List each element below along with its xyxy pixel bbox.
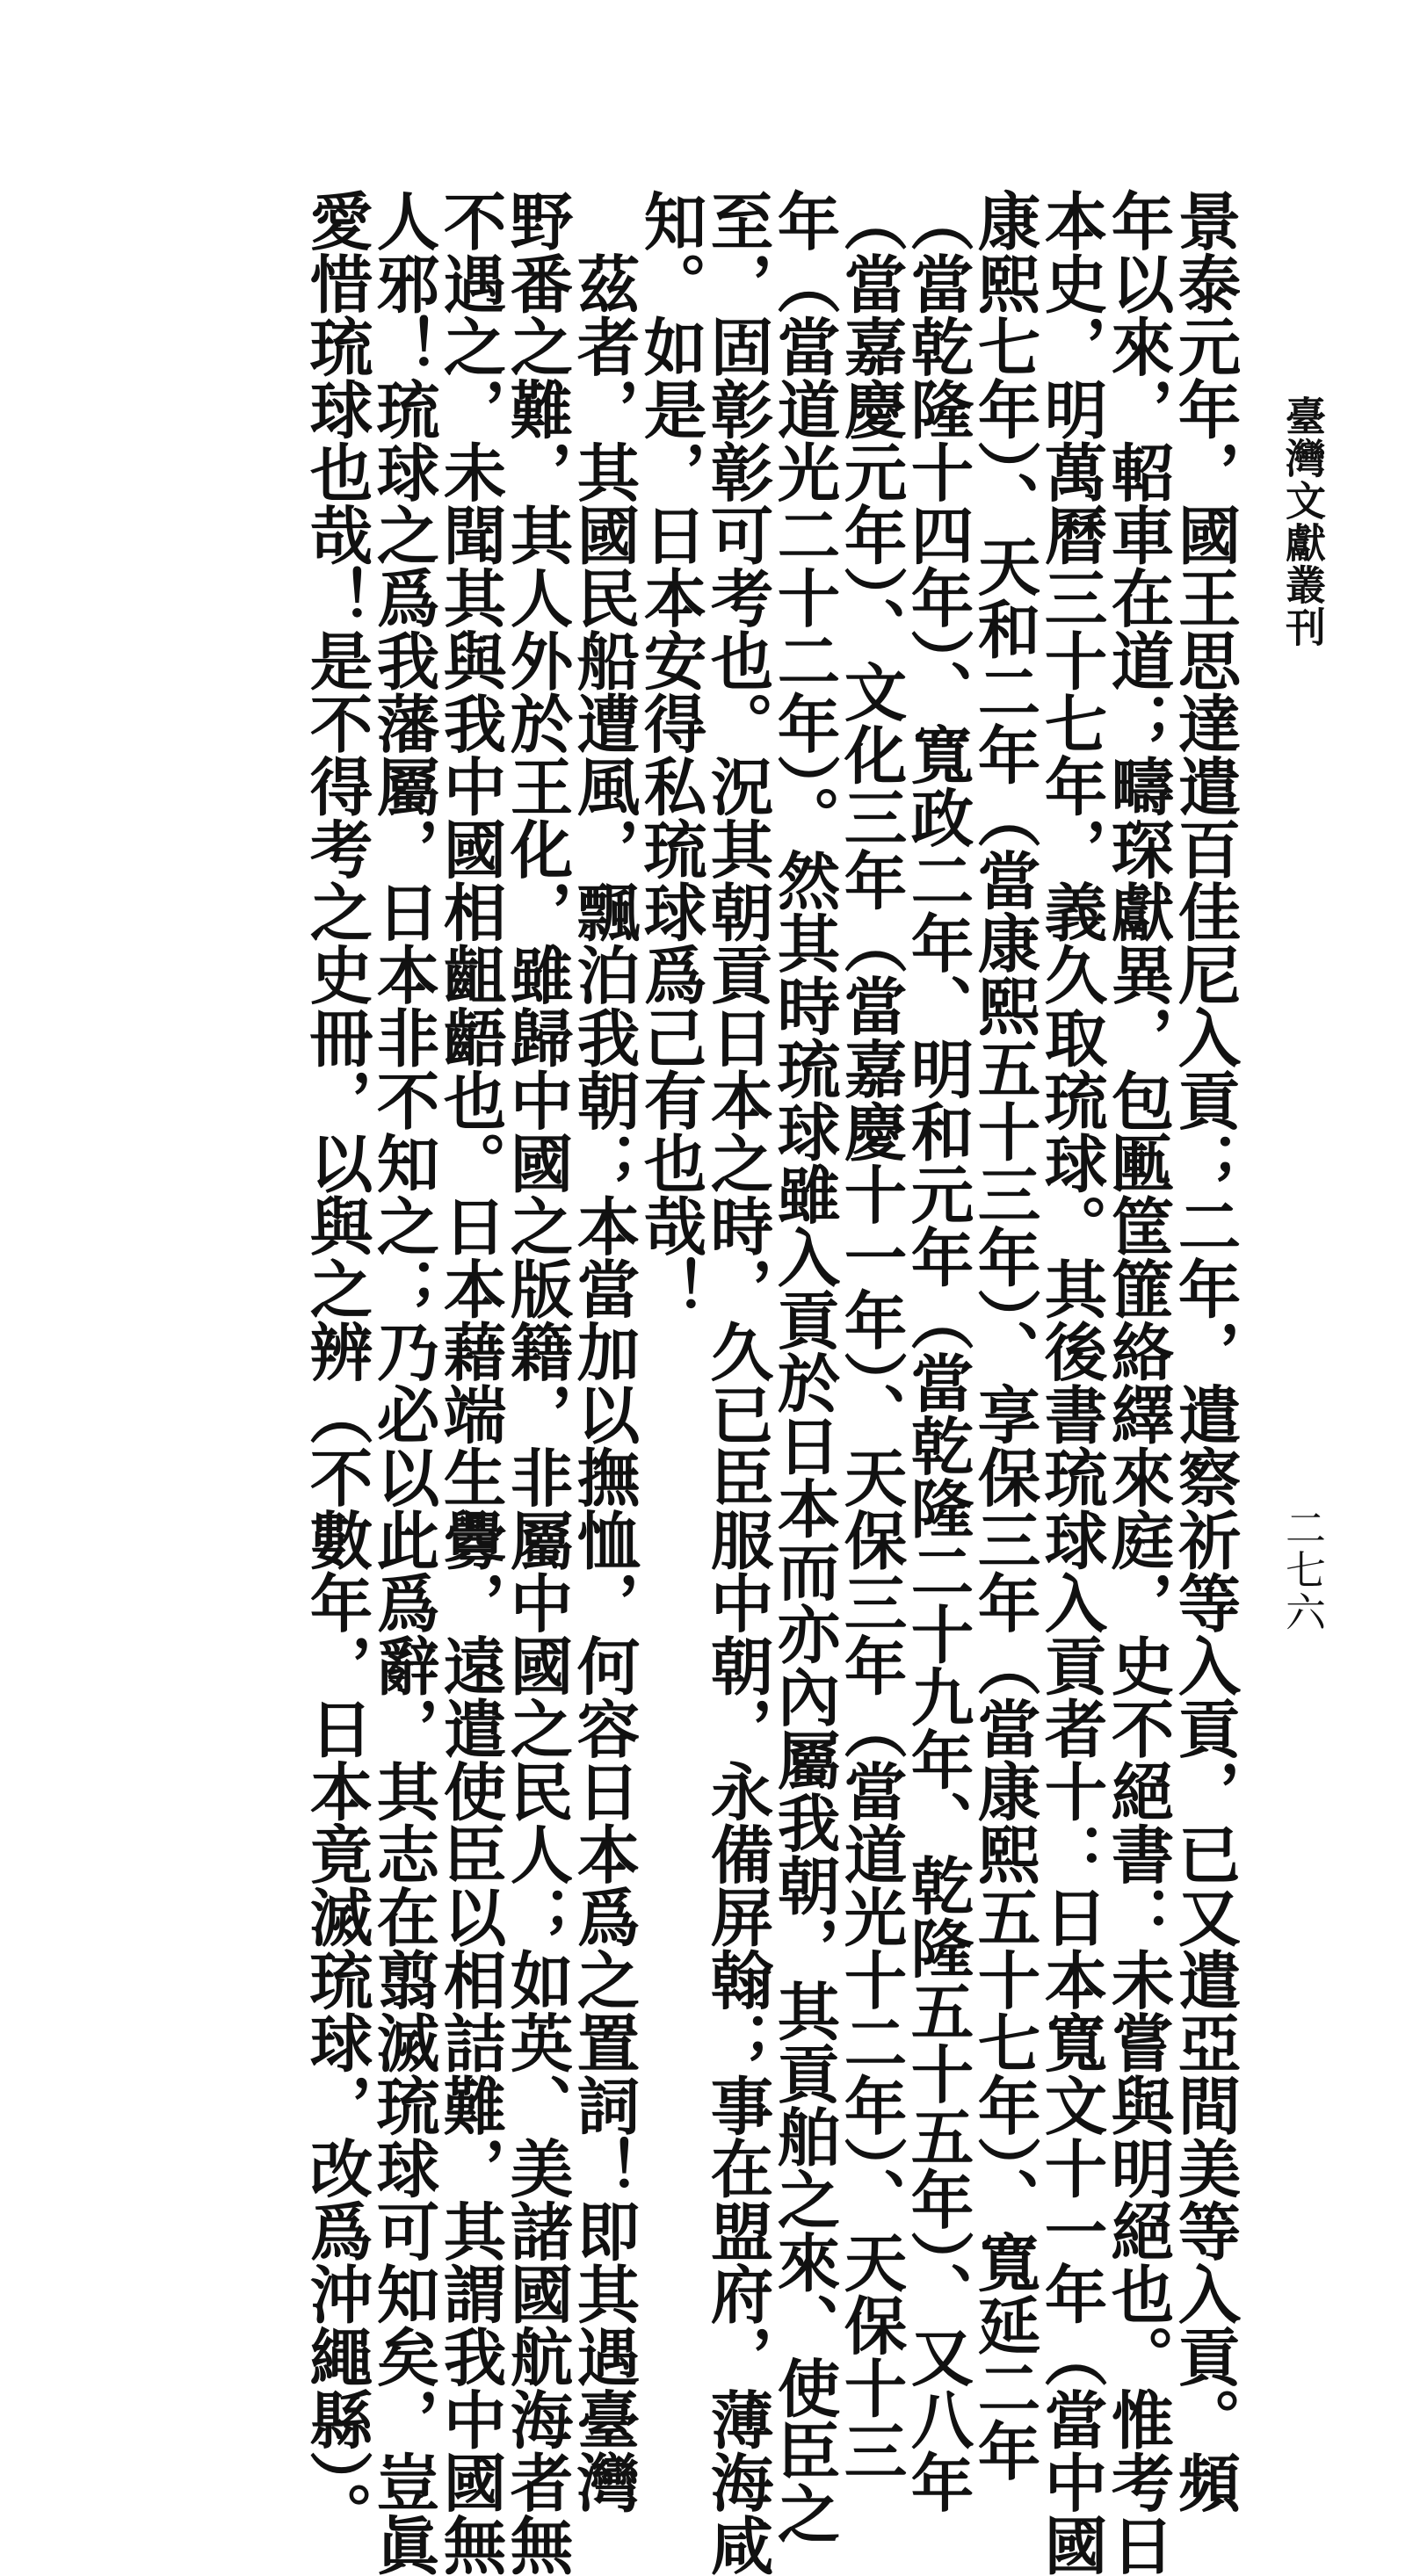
text-column-12: 不遇之，未聞其與我中國相齟齬也。日本藉端生釁，遠遣使臣以相詰難，其謂我中國無 (433, 189, 508, 2576)
text-column-7: 年（當道光二十二年）。然其時琉球雖入貢於日本而亦內屬我朝，其貢舶之來、使臣之 (767, 189, 842, 2545)
text-column-3: 本史，明萬曆三十七年，義久取琉球。其後書琉球入貢者十：日本寬文十一年（當中國 (1034, 189, 1109, 2576)
text-column-13: 人邪！琉球之爲我藩屬，日本非不知之；乃必以此爲辭，其志在翦滅琉球可知矣，豈眞 (366, 189, 441, 2576)
text-column-5: （當乾隆十四年）、寬政二年、明和元年（當乾隆二十九年、乾隆五十五年）、又八年 (901, 189, 975, 2514)
text-column-11: 野番之難，其人外於王化，雖歸中國之版籍，非屬中國之民人；如英、美諸國航海者無 (500, 189, 575, 2576)
text-column-1: 景泰元年，國王思達遣百佳尼入貢；二年，遣察祈等入貢，已又遣亞間美等入貢。頻 (1168, 189, 1242, 2514)
page-number: 二七六 (1279, 1507, 1327, 1633)
text-column-14: 愛惜琉球也哉！是不得考之史冊，以與之辨（不數年，日本竟滅琉球，改爲沖繩縣）。 (300, 189, 374, 2545)
text-column-4: 康熙七年）、天和二年（當康熙五十三年）、享保三年（當康熙五十七年）、寬延二年 (967, 189, 1042, 2482)
text-column-10: 茲者，其國民船遭風，飄泊我朝；本當加以撫恤，何容日本爲之置詞！即其遇臺灣 (567, 189, 641, 2514)
text-column-6: （當嘉慶元年）、文化三年（當嘉慶十一年）、天保三年（當道光十二年）、天保十三 (834, 189, 909, 2482)
text-column-8: 至，固彰彰可考也。況其朝貢日本之時，久已臣服中朝，永備屏翰；事在盟府，薄海咸 (700, 189, 775, 2576)
running-header-title: 臺灣文獻叢刊 (1279, 395, 1327, 648)
text-column-2: 年以來，軺車在道；疇琛獻異，包匭筐篚絡繹來庭，史不絕書：未嘗與明絕也。惟考日 (1101, 189, 1176, 2576)
text-column-9: 知。如是，日本安得私琉球爲己有也哉！ (634, 189, 708, 1320)
